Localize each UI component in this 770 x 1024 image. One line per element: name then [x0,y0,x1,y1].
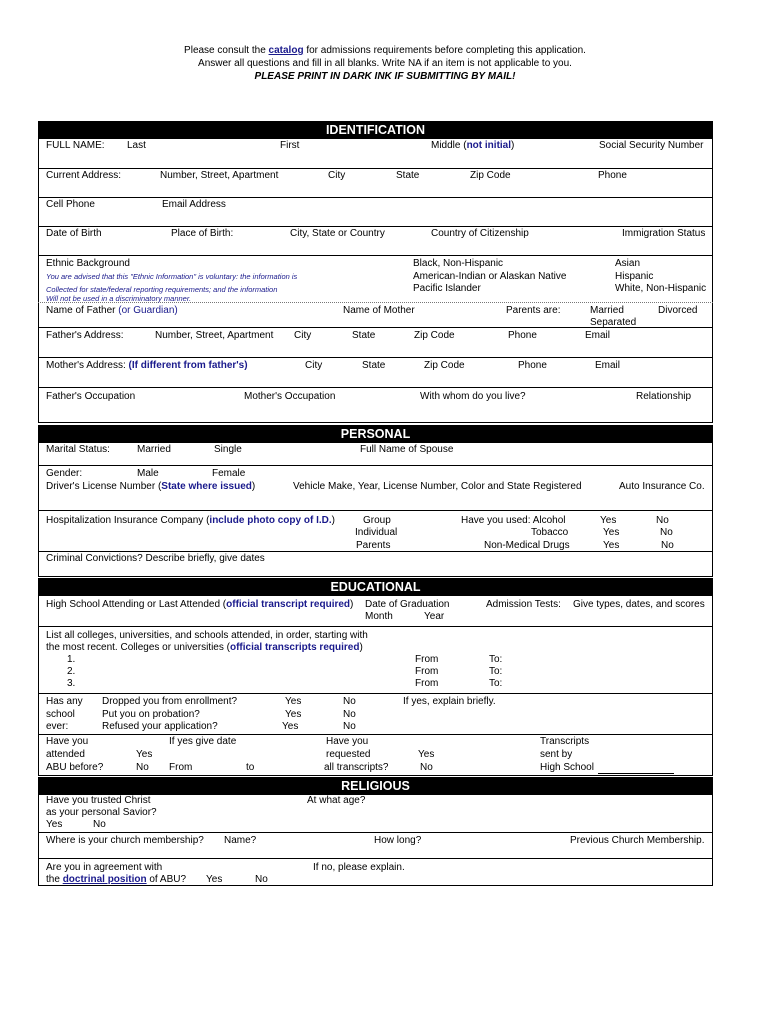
high-school-label: High School [540,762,594,773]
attended-label: attended [46,749,85,760]
address-state-field[interactable]: State [396,170,420,181]
college-2-from-field[interactable]: From [415,666,439,677]
full-name-label: FULL NAME: [46,140,105,151]
ever-label: ever: [46,721,69,732]
fathers-occupation-field[interactable]: Father's Occupation [46,391,136,402]
graduation-month-field[interactable]: Month [365,611,393,622]
doctrinal-position-link[interactable]: doctrinal position [62,874,147,885]
header-text: for admissions requirements before completing this application. [303,45,586,56]
ssn-field[interactable]: Social Security Number [599,140,704,151]
personal-heading: PERSONAL [38,425,713,443]
ethnic-option-hispanic[interactable]: Hispanic [615,271,654,282]
hs-label: High School Attending or Last Attended ( [46,599,227,610]
attended-yes-option[interactable]: Yes [136,749,153,760]
middle-label: Middle ( [431,140,467,151]
high-school-sent-input[interactable] [598,773,674,774]
header-line-1 [0,45,770,57]
explain-briefly-field[interactable]: If yes, explain briefly. [403,696,496,707]
parents-divorced-option[interactable]: Divorced [658,305,698,316]
mothers-email-field[interactable]: Email [595,360,621,371]
parents-are-label: Parents are: [506,305,561,316]
colleges-text: the most recent. Colleges or universities ( [46,642,230,653]
if-no-explain-field[interactable]: If no, please explain. [313,862,405,873]
gender-label: Gender: [46,468,83,479]
citizenship-field[interactable]: Country of Citizenship [431,228,529,239]
attended-to-field[interactable]: to [246,762,255,773]
row-divider [38,510,713,511]
ethnic-note: Will not be used in a discriminatory manner. [46,294,192,303]
colleges-instructions [46,642,363,654]
fathers-city-field[interactable]: City [294,330,312,341]
insurance-group-option[interactable]: Group [363,515,391,526]
row-divider [38,626,713,627]
college-1-from-field[interactable]: From [415,654,439,665]
dropped-no-option[interactable]: No [343,696,356,707]
college-1-to-field[interactable]: To: [489,654,503,665]
row-divider [38,168,713,169]
mothers-phone-field[interactable]: Phone [518,360,547,371]
insurance-parents-option[interactable]: Parents [356,540,391,551]
official-transcript-note: official transcript required [226,599,351,610]
previous-church-field[interactable]: Previous Church Membership. [570,835,705,846]
row-divider [38,226,713,227]
drugs-yes-option[interactable]: Yes [603,540,620,551]
parents-separated-option[interactable]: Separated [590,317,637,328]
marital-married-option[interactable]: Married [137,444,171,455]
agreement-text: the [46,874,63,885]
mothers-occupation-field[interactable]: Mother's Occupation [244,391,336,402]
agreement-text: of ABU? [146,874,187,885]
address-city-field[interactable]: City [328,170,346,181]
ethnic-option-white[interactable]: White, Non-Hispanic [615,283,707,294]
attended-no-option[interactable]: No [136,762,149,773]
mothers-city-field[interactable]: City [305,360,323,371]
admission-tests-label: Admission Tests: [486,599,561,610]
if-yes-give-date-label: If yes give date [169,736,237,747]
drivers-license-field[interactable] [46,481,255,493]
at-what-age-field[interactable]: At what age? [307,795,366,806]
marital-single-option[interactable]: Single [214,444,242,455]
have-you-label: Have you [46,736,89,747]
or-guardian-note: (or Guardian) [118,305,178,316]
relationship-field[interactable]: Relationship [636,391,692,402]
requested-no-option[interactable]: No [420,762,433,773]
alcohol-no-option[interactable]: No [656,515,669,526]
graduation-date-label: Date of Graduation [365,599,450,610]
trusted-christ-question: as your personal Savior? [46,807,157,818]
row-divider [38,357,713,358]
drugs-no-option[interactable]: No [661,540,674,551]
row-divider [38,734,713,735]
ethnic-note: You are advised that this "Ethnic Information" is voluntary: the information is [46,272,298,281]
place-of-birth-field[interactable]: City, State or Country [290,228,385,239]
college-row-2[interactable]: 2. [67,666,76,677]
probation-no-option[interactable]: No [343,709,356,720]
live-with-field[interactable]: With whom do you live? [420,391,526,402]
church-membership-label: Where is your church membership? [46,835,204,846]
admission-tests-field[interactable]: Give types, dates, and scores [573,599,705,610]
agreement-no-option[interactable]: No [255,874,268,885]
insurance-individual-option[interactable]: Individual [355,527,398,538]
vehicle-field[interactable]: Vehicle Make, Year, License Number, Color and State Registered [293,481,582,492]
alcohol-yes-option[interactable]: Yes [600,515,617,526]
attended-from-field[interactable]: From [169,762,193,773]
ethnic-option-black[interactable]: Black, Non-Hispanic [413,258,504,269]
mothers-zip-field[interactable]: Zip Code [424,360,465,371]
spouse-name-field[interactable]: Full Name of Spouse [360,444,454,455]
ethnic-option-pacific-islander[interactable]: Pacific Islander [413,283,481,294]
official-transcripts-note: official transcripts required [229,642,360,653]
first-name-field[interactable]: First [280,140,300,151]
trusted-yes-option[interactable]: Yes [46,819,63,830]
tobacco-no-option[interactable]: No [660,527,673,538]
tobacco-yes-option[interactable]: Yes [603,527,620,538]
mothers-address-text: Mother's Address: [46,360,129,371]
all-transcripts-label: all transcripts? [324,762,389,773]
row-divider [38,832,713,833]
father-name-label: Name of Father [46,305,119,316]
how-long-field[interactable]: How long? [374,835,422,846]
mothers-address-label [46,360,248,372]
if-different-note: (If different from father's) [128,360,248,371]
colleges-instructions: List all colleges, universities, and schools attended, in order, starting with [46,630,368,641]
refused-no-option[interactable]: No [343,721,356,732]
fathers-street-field[interactable]: Number, Street, Apartment [155,330,274,341]
current-address-label: Current Address: [46,170,122,181]
college-row-1[interactable]: 1. [67,654,76,665]
photo-copy-note: include photo copy of I.D. [209,515,332,526]
graduation-year-field[interactable]: Year [424,611,445,622]
school-label: school [46,709,75,720]
row-divider [38,858,713,859]
identification-heading: IDENTIFICATION [38,121,713,139]
last-name-field[interactable]: Last [127,140,146,151]
criminal-convictions-field[interactable]: Criminal Convictions? Describe briefly, give dates [46,553,265,564]
high-school-field[interactable] [46,599,353,611]
doctrinal-agreement-question: Are you in agreement with [46,862,163,873]
requested-yes-option[interactable]: Yes [418,749,435,760]
email-address-field[interactable]: Email Address [162,199,226,210]
license-label: ) [251,481,256,492]
fathers-phone-field[interactable]: Phone [508,330,537,341]
parents-married-option[interactable]: Married [590,305,624,316]
ethnic-background-label: Ethnic Background [46,258,130,269]
religious-heading: RELIGIOUS [38,777,713,795]
college-2-to-field[interactable]: To: [489,666,503,677]
not-initial-note: not initial [466,140,512,151]
probation-yes-option[interactable]: Yes [285,709,302,720]
address-zip-field[interactable]: Zip Code [470,170,511,181]
alcohol-label: Have you used: Alcohol [461,515,566,526]
immigration-status-field[interactable]: Immigration Status [622,228,706,239]
hosp-label: ) [331,515,335,526]
dropped-yes-option[interactable]: Yes [285,696,302,707]
fathers-address-label: Father's Address: [46,330,124,341]
ethnic-note: Collected for state/federal reporting requirements; and the information [46,285,278,294]
hs-label: ) [350,599,354,610]
dropped-question: Dropped you from enrollment? [102,696,238,707]
father-name-field[interactable] [46,305,178,317]
cell-phone-field[interactable]: Cell Phone [46,199,95,210]
row-divider [38,197,713,198]
gender-male-option[interactable]: Male [137,468,159,479]
doctrinal-agreement-question [46,874,186,886]
requested-have-you-label: Have you [326,736,369,747]
mothers-state-field[interactable]: State [362,360,386,371]
fathers-state-field[interactable]: State [352,330,376,341]
ethnic-option-asian[interactable]: Asian [615,258,641,269]
sent-by-label: sent by [540,749,573,760]
row-divider [38,693,713,694]
header-text: Please consult the [184,45,269,56]
hosp-label: Hospitalization Insurance Company ( [46,515,210,526]
ethnic-option-american-indian[interactable]: American-Indian or Alaskan Native [413,271,567,282]
abu-before-label: ABU before? [46,762,104,773]
row-divider [38,255,713,256]
license-label: Driver's License Number ( [46,481,162,492]
mother-name-field[interactable]: Name of Mother [343,305,415,316]
hospitalization-field[interactable] [46,515,335,527]
place-of-birth-label: Place of Birth: [171,228,234,239]
transcripts-label: Transcripts [540,736,590,747]
college-3-to-field[interactable]: To: [489,678,503,689]
header-line-3: PLEASE PRINT IN DARK INK IF SUBMITTING BY MAIL! [254,71,516,82]
dob-field[interactable]: Date of Birth [46,228,102,239]
college-3-from-field[interactable]: From [415,678,439,689]
tobacco-label: Tobacco [531,527,569,538]
refused-yes-option[interactable]: Yes [282,721,299,732]
phone-field[interactable]: Phone [598,170,627,181]
row-divider [38,387,713,388]
probation-question: Put you on probation? [102,709,200,720]
gender-female-option[interactable]: Female [212,468,246,479]
state-issued-note: State where issued [161,481,252,492]
catalog-link[interactable]: catalog [268,45,304,56]
auto-insurance-field[interactable]: Auto Insurance Co. [619,481,705,492]
trusted-no-option[interactable]: No [93,819,106,830]
college-row-3[interactable]: 3. [67,678,76,689]
marital-status-label: Marital Status: [46,444,110,455]
requested-label: requested [326,749,371,760]
colleges-text: ) [359,642,363,653]
educational-heading: EDUCATIONAL [38,578,713,596]
fathers-email-field[interactable]: Email [585,330,611,341]
non-medical-drugs-label: Non-Medical Drugs [484,540,570,551]
agreement-yes-option[interactable]: Yes [206,874,223,885]
middle-label: ) [511,140,515,151]
refused-question: Refused your application? [102,721,218,732]
header-line-2: Answer all questions and fill in all blanks. Write NA if an item is not applicable to you. [198,58,572,69]
church-name-field[interactable]: Name? [224,835,257,846]
has-any-label: Has any [46,696,83,707]
middle-name-field[interactable] [431,140,514,152]
trusted-christ-question: Have you trusted Christ [46,795,151,806]
row-divider [38,465,713,466]
fathers-zip-field[interactable]: Zip Code [414,330,455,341]
address-street-field[interactable]: Number, Street, Apartment [160,170,279,181]
